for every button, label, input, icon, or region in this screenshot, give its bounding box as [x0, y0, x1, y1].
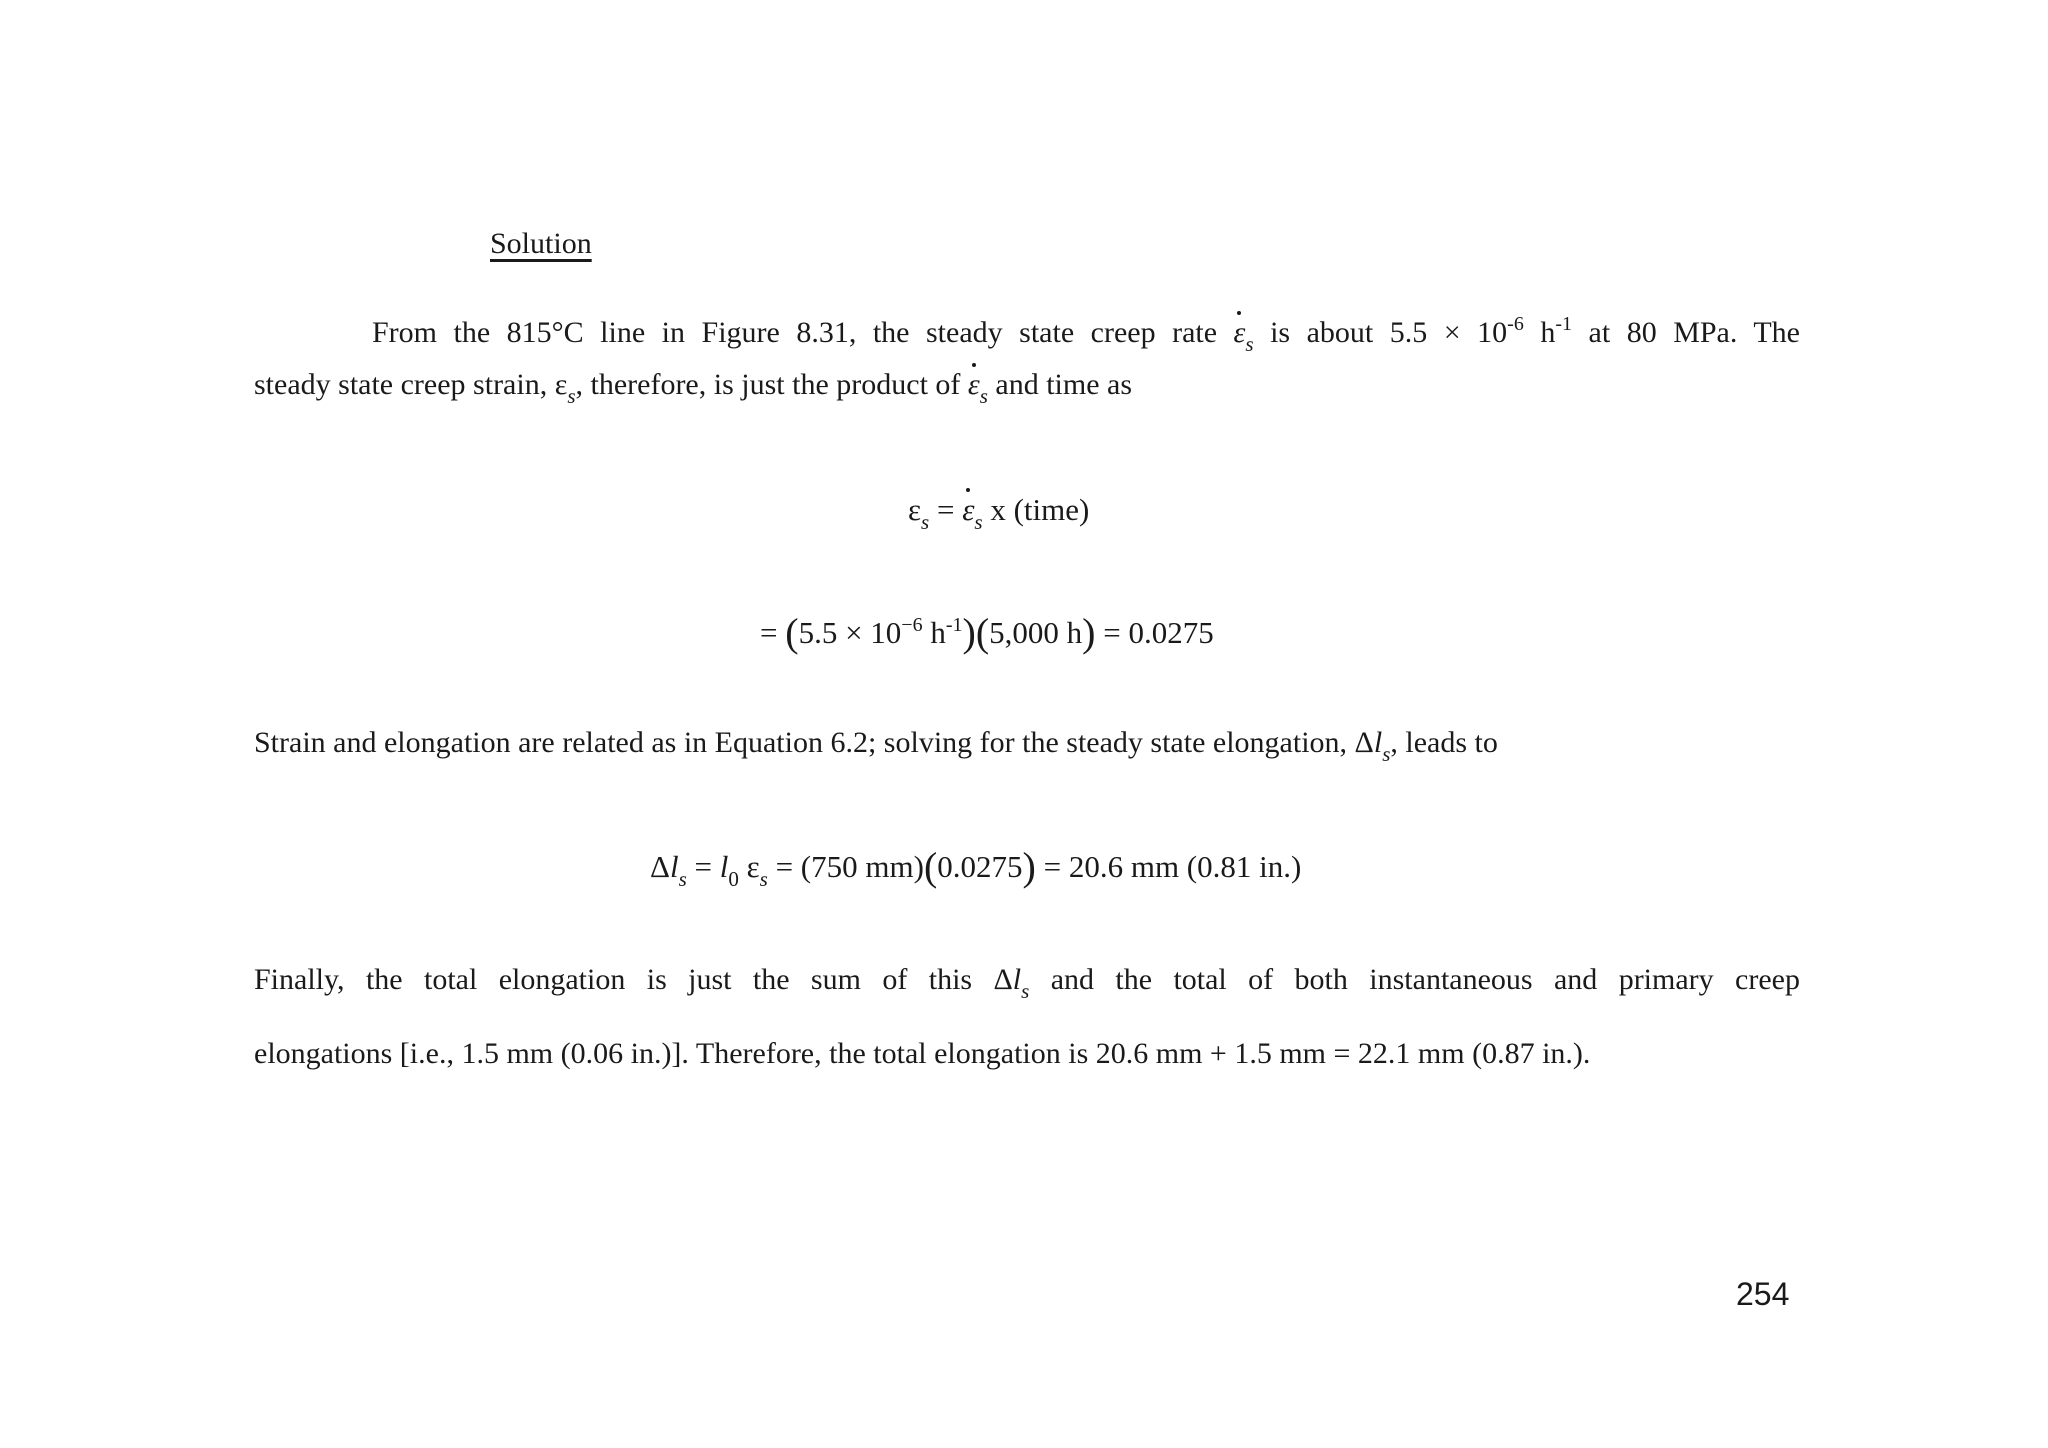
equation-strain-value: = ($5.5 \times 10^{-6}$ $h^{-1})(5,000$ h) = 0.0275	[760, 610, 1214, 655]
equation-elongation: $\Delta l_s = l_0$ $\varepsilon_s = (750$ mm)(0.0275) = 20.6 mm (0.81 in.)	[650, 844, 1302, 891]
creep-rate-symbol: ε	[962, 490, 974, 530]
page-number: 254	[1736, 1276, 1790, 1312]
solution-heading: Solution	[490, 227, 592, 260]
paragraph-1-line-1: From the 815°C line in Figure 8.31, the steady state creep rate $\varepsilon_s$ is about $5.5 \times 10^{-6}$ $h^{-1}$ at 80 MPa. The	[372, 313, 1800, 356]
paragraph-2: Strain and elongation are related as in Equation 6.2; solving for the steady state elongation, $\Delta l_s$, leads to	[254, 726, 1498, 766]
creep-rate-symbol: ε	[968, 365, 980, 405]
paragraph-3-line-2: elongations [i.e., 1.5 mm (0.06 in.)]. Therefore, the total elongation is 20.6 mm + 1.5 mm = 22.1 mm (0.87 in.).	[254, 1037, 1591, 1070]
creep-rate-symbol: ε	[1234, 313, 1246, 353]
paragraph-3-line-1: Finally, the total elongation is just the sum of this $\Delta l_s$ and the total of both instantaneous and primary creep	[254, 963, 1800, 1003]
equation-strain: $\varepsilon_s = \varepsilon_s$ x (time)	[908, 492, 1090, 534]
paragraph-1-line-2: steady state creep strain, $\varepsilon_s$, therefore, is just the product of $\varepsilon_s$ and time as	[254, 365, 1132, 405]
